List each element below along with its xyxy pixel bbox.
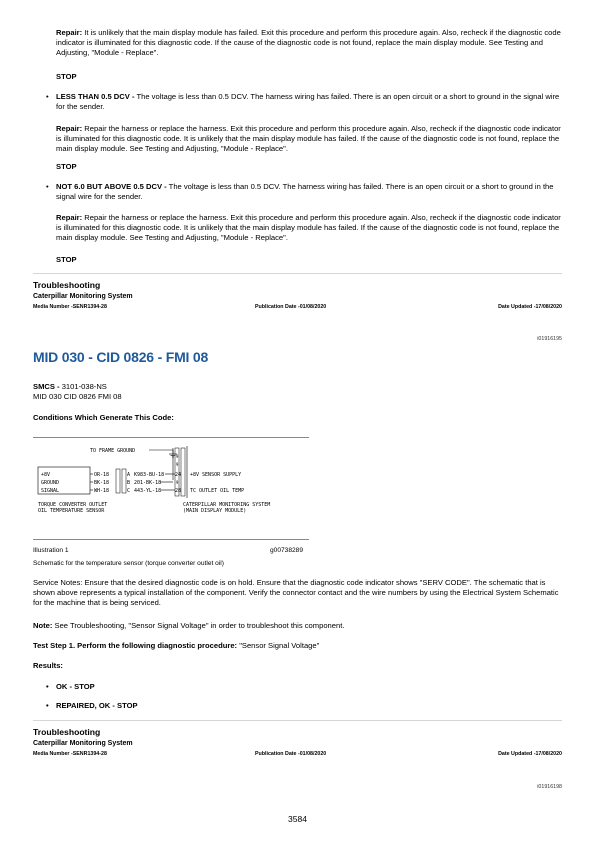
service-notes: Service Notes: Ensure that the desired diagnostic code is on hold. Ensure that the diagnostic code indicator shows "SERV CODE". The schematic that is shown above represents a typical installation of the component. Verify the connector contact and the wire numbers by using the Electrical System Schematic for the machine that is being serviced. bbox=[33, 578, 559, 607]
note-text: See Troubleshooting, "Sensor Signal Voltage" in order to troubleshoot this component. bbox=[52, 621, 345, 630]
illustration-top-rule bbox=[33, 437, 309, 438]
media-number: Media Number -SENR1394-28 bbox=[33, 751, 107, 757]
left-wire-2: BK-18 bbox=[94, 480, 110, 486]
module-pin-blank: 9 bbox=[176, 454, 179, 459]
publication-date: Publication Date -01/08/2020 bbox=[255, 751, 327, 757]
module-title-1: CATERPILLAR MONITORING SYSTEM bbox=[183, 502, 271, 508]
test-step-text: "Sensor Signal Voltage" bbox=[237, 641, 320, 650]
stop-label: STOP bbox=[56, 255, 77, 264]
right-wire-1: K983-BU-18 bbox=[134, 472, 165, 478]
document-id: i01916198 bbox=[537, 784, 562, 790]
bullet-text: The voltage is less than 0.5 DCV. The harness wiring has failed. There is an open circuit or a short to ground in the signal wire for the sender. bbox=[56, 92, 560, 111]
bullet-body bbox=[56, 92, 562, 112]
smcs-line-2: MID 030 CID 0826 FMI 08 bbox=[33, 392, 122, 401]
bullet-label: LESS THAN 0.5 DCV - bbox=[56, 92, 135, 101]
bullet-not-6 bbox=[46, 182, 562, 202]
section-heading: MID 030 - CID 0826 - FMI 08 bbox=[33, 349, 209, 365]
divider bbox=[33, 720, 562, 721]
note-line bbox=[33, 621, 562, 631]
page-number: 3584 bbox=[288, 814, 307, 824]
stop-label: STOP bbox=[56, 162, 77, 171]
illustration-label: Illustration 1 bbox=[33, 547, 69, 554]
module-label-2: TC OUTLET OIL TEMP bbox=[190, 488, 245, 494]
pin-b: B bbox=[127, 480, 131, 486]
right-wire-3: 443-YL-18 bbox=[134, 488, 162, 494]
bullet-less-than bbox=[46, 92, 562, 112]
sensor-title-2: OIL TEMPERATURE SENSOR bbox=[38, 508, 105, 514]
repair-text: Repair the harness or replace the harness. Exit this procedure and perform this procedure again. Also, recheck if the diagnostic code indicator is illuminated for this diagnostic code. It is unlikely that the main display module has failed. If the cause of the diagnostic code is not found, replace the main display module. See Testing and Adjusting, "Module - Replace". bbox=[56, 213, 561, 242]
schematic-diagram bbox=[33, 440, 323, 540]
repair-text: Repair the harness or replace the harness. Exit this procedure and perform this procedure again. Also, recheck if the diagnostic code indicator is illuminated for this diagnostic code. It is unlikely that the main display module has failed. If the cause of the diagnostic code is not found, replace the main display module. See Testing and Adjusting, "Module - Replace". bbox=[56, 124, 561, 153]
pin-c: C bbox=[127, 488, 131, 494]
smcs-line bbox=[33, 382, 562, 392]
repair-label: Repair: bbox=[56, 28, 83, 37]
left-wire-3: WH-18 bbox=[94, 488, 110, 494]
left-label-3: SIGNAL bbox=[41, 488, 60, 494]
left-label-1: +8V bbox=[41, 472, 51, 478]
right-wire-2: 201-BK-18 bbox=[134, 480, 162, 486]
repair-label: Repair: bbox=[56, 213, 83, 222]
bullet-body bbox=[56, 182, 562, 202]
module-pin-24: 24 bbox=[175, 472, 182, 478]
bullet-dot: • bbox=[46, 682, 49, 691]
module-title-2: (MAIN DISPLAY MODULE) bbox=[183, 508, 247, 514]
sensor-title-1: TORQUE CONVERTER OUTLET bbox=[38, 502, 108, 508]
note-label: Note: bbox=[33, 621, 53, 630]
stop-label: STOP bbox=[56, 72, 77, 81]
bullet-dot: • bbox=[46, 701, 49, 710]
left-label-2: GROUND bbox=[41, 480, 60, 486]
frame-ground-label: TO FRAME GROUND bbox=[90, 448, 136, 454]
repair-paragraph-2 bbox=[56, 124, 562, 154]
illustration-bottom-rule bbox=[33, 539, 309, 540]
repair-text: It is unlikely that the main display module has failed. Exit this procedure and perform this procedure again. Also, recheck if the diagnostic code indicator is illuminated for this diagnostic code. If the cause of the diagnostic code is not found, replace the main display module. See Testing and Adjusting, "Module - Replace". bbox=[56, 28, 561, 57]
publication-date: Publication Date -01/08/2020 bbox=[255, 304, 327, 310]
date-updated: Date Updated -17/08/2020 bbox=[498, 751, 562, 757]
illustration-caption: Schematic for the temperature sensor (torque converter outlet oil) bbox=[33, 560, 224, 567]
document-id: i01916195 bbox=[537, 336, 562, 342]
bullet-dot: • bbox=[46, 182, 49, 191]
smcs-value: 3101-038-NS bbox=[61, 382, 107, 391]
conditions-heading: Conditions Which Generate This Code: bbox=[33, 413, 174, 422]
footer-title: Troubleshooting bbox=[33, 280, 101, 290]
test-step-label: Test Step 1. Perform the following diagnostic procedure: bbox=[33, 641, 238, 650]
repair-paragraph-3 bbox=[56, 213, 562, 243]
divider bbox=[33, 273, 562, 274]
result-item bbox=[46, 701, 138, 711]
test-step-line bbox=[33, 641, 562, 651]
media-number: Media Number -SENR1394-28 bbox=[33, 304, 107, 310]
left-wire-1: OR-18 bbox=[94, 472, 110, 478]
module-label-1: +8V SENSOR SUPPLY bbox=[190, 472, 242, 478]
results-label: Results: bbox=[33, 661, 63, 670]
result-text: REPAIRED, OK - STOP bbox=[56, 701, 138, 710]
repair-label: Repair: bbox=[56, 124, 83, 133]
footer-subtitle: Caterpillar Monitoring System bbox=[33, 293, 133, 300]
bullet-dot: • bbox=[46, 92, 49, 101]
smcs-label: SMCS - bbox=[33, 382, 62, 391]
date-updated: Date Updated -17/08/2020 bbox=[498, 304, 562, 310]
bullet-text: The voltage is less than 0.5 DCV. The harness wiring has failed. There is an open circuit or a short to ground in the signal wire for the sender. bbox=[56, 182, 554, 201]
footer-subtitle: Caterpillar Monitoring System bbox=[33, 740, 133, 747]
illustration-id: g00738289 bbox=[270, 547, 304, 554]
bullet-label: NOT 6.0 BUT ABOVE 0.5 DCV - bbox=[56, 182, 167, 191]
repair-paragraph-1 bbox=[56, 28, 562, 58]
footer-title: Troubleshooting bbox=[33, 727, 101, 737]
pin-a: A bbox=[127, 472, 131, 478]
result-text: OK - STOP bbox=[56, 682, 95, 691]
module-pin-blank: 9 bbox=[176, 462, 179, 467]
module-pin-blank: 9 bbox=[176, 480, 179, 485]
module-pin-28: 28 bbox=[175, 488, 182, 494]
result-item bbox=[46, 682, 95, 692]
